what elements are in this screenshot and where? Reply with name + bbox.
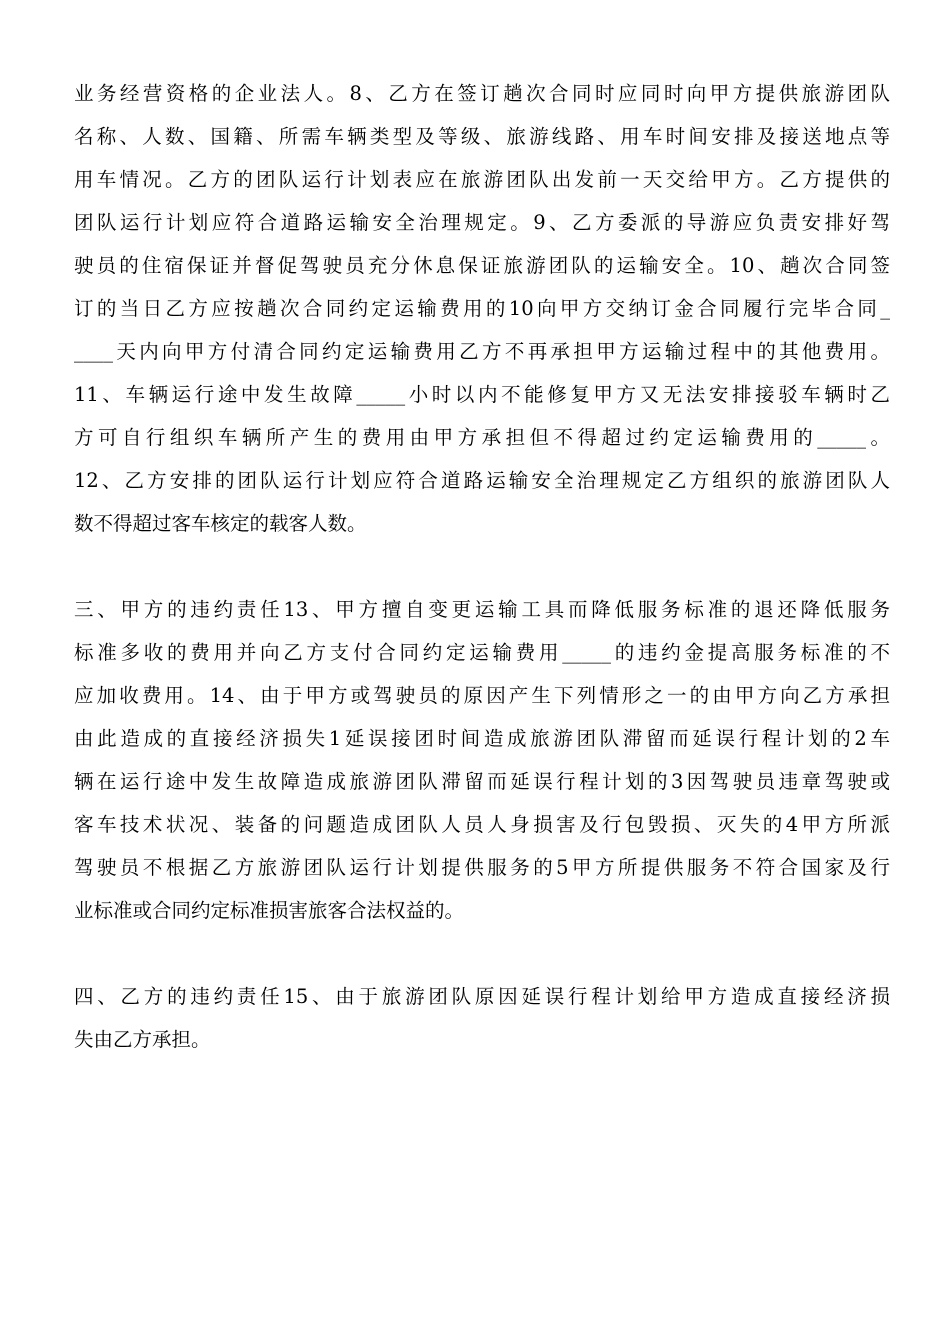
text-line: 数不得超过客车核定的载客人数。 xyxy=(74,512,367,535)
text-line: 应加收费用。14、由于甲方或驾驶员的原因产生下列情形之一的由甲方向乙方承担 xyxy=(74,684,890,707)
text-line: 团队运行计划应符合道路运输安全治理规定。9、乙方委派的导游应负责安排好驾 xyxy=(74,211,890,234)
paragraph-party-b-liability xyxy=(74,975,890,1061)
paragraph-party-a-liability xyxy=(74,588,890,932)
text-line: 失由乙方承担。 xyxy=(74,1028,211,1051)
text-line: ____天内向甲方付清合同约定运输费用乙方不再承担甲方运输过程中的其他费用。 xyxy=(74,340,890,363)
paragraph-obligations-continued xyxy=(74,72,890,545)
text-line: 业标准或合同约定标准损害旅客合法权益的。 xyxy=(74,899,465,922)
text-line: 用车情况。乙方的团队运行计划表应在旅游团队出发前一天交给甲方。乙方提供的 xyxy=(74,168,890,191)
text-line: 标准多收的费用并向乙方支付合同约定运输费用_____的违约金提高服务标准的不 xyxy=(74,641,890,664)
text-line: 方可自行组织车辆所产生的费用由甲方承担但不得超过约定运输费用的_____。 xyxy=(74,426,890,449)
text-line: 由此造成的直接经济损失1延误接团时间造成旅游团队滞留而延误行程计划的2车 xyxy=(74,727,890,750)
text-line: 三、甲方的违约责任13、甲方擅自变更运输工具而降低服务标准的退还降低服务 xyxy=(74,598,890,621)
text-line: 客车技术状况、装备的问题造成团队人员人身损害及行包毁损、灭失的4甲方所派 xyxy=(74,813,890,836)
text-line: 11、车辆运行途中发生故障_____小时以内不能修复甲方又无法安排接驳车辆时乙 xyxy=(74,383,890,406)
text-line: 名称、人数、国籍、所需车辆类型及等级、旅游线路、用车时间安排及接送地点等 xyxy=(74,125,890,148)
text-line: 驶员的住宿保证并督促驾驶员充分休息保证旅游团队的运输安全。10、趟次合同签 xyxy=(74,254,890,277)
text-line: 12、乙方安排的团队运行计划应符合道路运输安全治理规定乙方组织的旅游团队人 xyxy=(74,469,890,492)
text-line: 业务经营资格的企业法人。8、乙方在签订趟次合同时应同时向甲方提供旅游团队 xyxy=(74,82,890,105)
text-line: 订的当日乙方应按趟次合同约定运输费用的10向甲方交纳订金合同履行完毕合同_ xyxy=(74,297,890,320)
text-line: 驾驶员不根据乙方旅游团队运行计划提供服务的5甲方所提供服务不符合国家及行 xyxy=(74,856,890,879)
text-line: 辆在运行途中发生故障造成旅游团队滞留而延误行程计划的3因驾驶员违章驾驶或 xyxy=(74,770,890,793)
text-line: 四、乙方的违约责任15、由于旅游团队原因延误行程计划给甲方造成直接经济损 xyxy=(74,985,890,1008)
document-page xyxy=(74,72,890,1104)
